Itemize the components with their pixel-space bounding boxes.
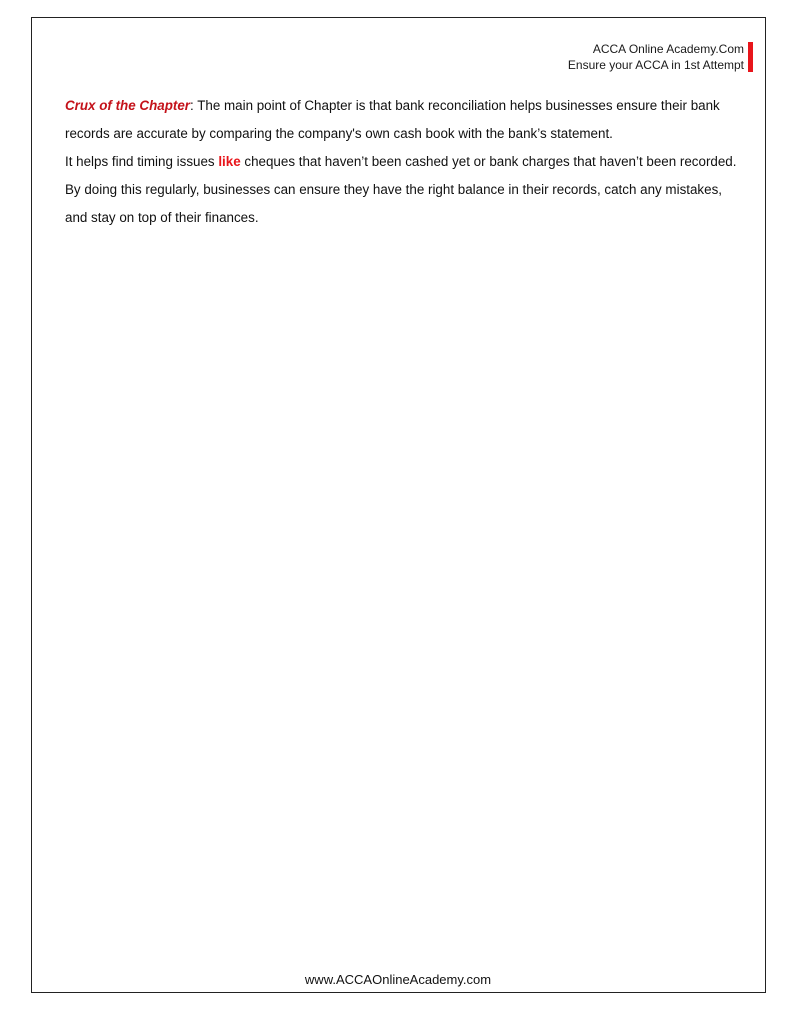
chapter-summary: [65, 92, 745, 232]
header-accent-bar: [748, 42, 753, 72]
crux-label: Crux of the Chapter: [65, 98, 190, 113]
summary-paragraph-1-text: : The main point of Chapter is that bank reconciliation helps businesses ensure their bank records are accurate by comparing the company's own cash book with the bank’s statement.: [65, 98, 720, 141]
footer-url[interactable]: www.ACCAOnlineAcademy.com: [304, 972, 492, 987]
header-tagline: Ensure your ACCA in 1st Attempt: [567, 58, 744, 72]
summary-paragraph-2-text: cheques that haven’t been cashed yet or bank charges that haven’t been recorded. By doing this regularly, businesses can ensure they have the right balance in their records, catch any mistakes, and stay on top of their finances.: [65, 154, 737, 225]
summary-paragraph-2: [65, 148, 745, 232]
summary-paragraph-1: [65, 92, 745, 148]
highlight-word: like: [218, 154, 241, 169]
header-site-name: ACCA Online Academy.Com: [592, 42, 744, 56]
summary-paragraph-2-lead: It helps find timing issues: [65, 154, 219, 169]
page-header: [568, 41, 744, 73]
